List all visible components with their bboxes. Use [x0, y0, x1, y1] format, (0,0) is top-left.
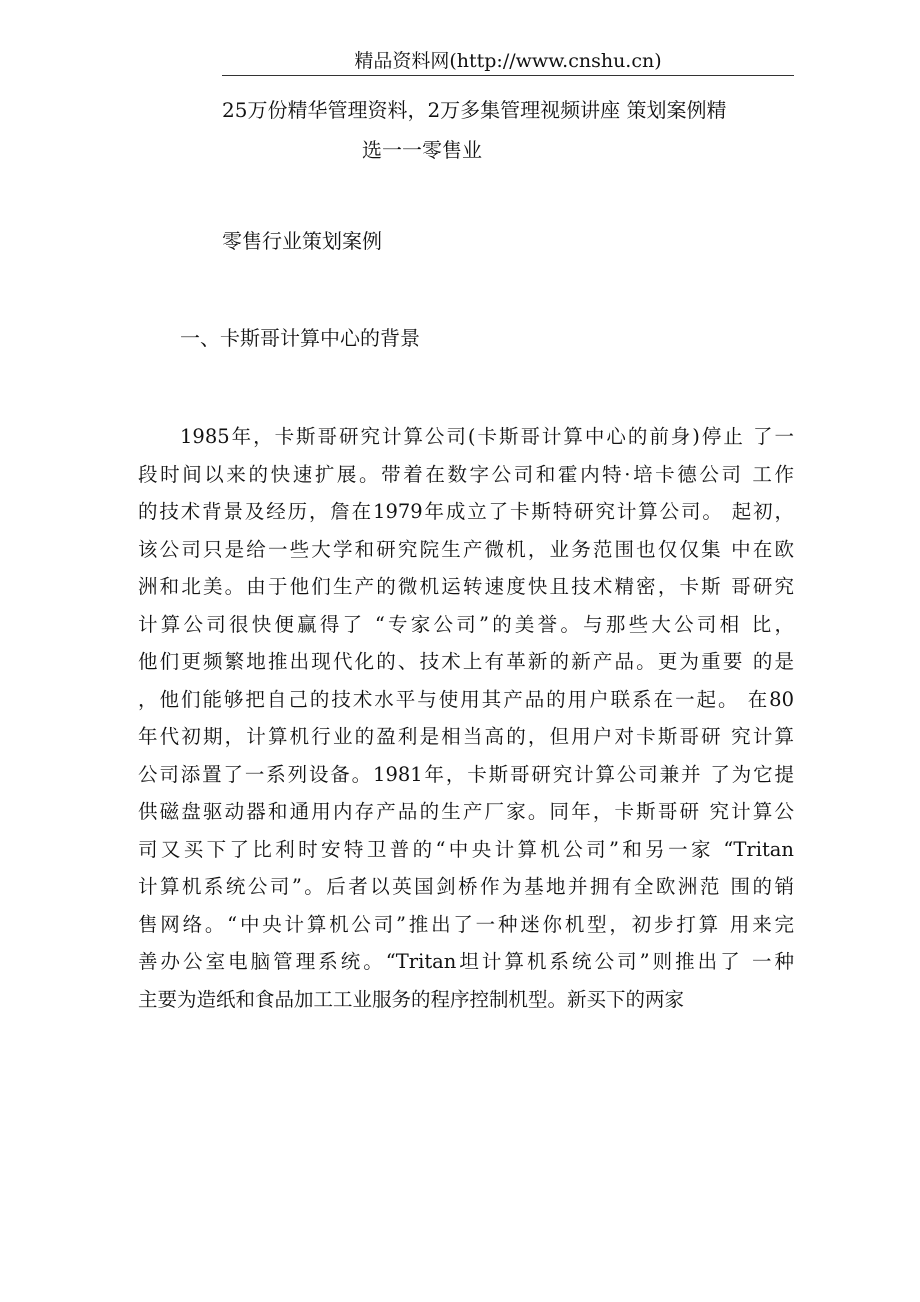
paragraph-line: 1985年，卡斯哥研究计算公司(卡斯哥计算中心的前身)停止 了一: [180, 425, 794, 448]
page-header: 精品资料网(http://www.cnshu.cn): [354, 50, 662, 72]
title-line-1: 25万份精华管理资料，2万多集管理视频讲座 策划案例精: [222, 98, 727, 122]
paragraph-line: 公司添置了一系列设备。1981年，卡斯哥研究计算公司兼并 了为它提: [138, 762, 794, 786]
title-line-2: 选一一零售业: [362, 138, 482, 162]
paragraph-line: 该公司只是给一些大学和研究院生产微机，业务范围也仅仅集 中在欧: [138, 537, 794, 561]
paragraph-line: 司又买下了比利时安特卫普的“中央计算机公司”和另一家 “Tritan: [138, 837, 794, 861]
paragraph-line: 主要为造纸和食品加工工业服务的程序控制机型。新买下的两家: [138, 987, 685, 1011]
paragraph-line: 年代初期，计算机行业的盈利是相当高的，但用户对卡斯哥研 究计算: [138, 725, 794, 748]
body-paragraph: [138, 418, 794, 1018]
paragraph-line: 段时间以来的快速扩展。带着在数字公司和霍内特·培卡德公司 工作: [138, 462, 794, 486]
header-divider: [222, 75, 794, 76]
paragraph-line: 洲和北美。由于他们生产的微机运转速度快且技术精密，卡斯 哥研究: [138, 575, 794, 598]
paragraph-line: 计算机系统公司”。后者以英国剑桥作为基地并拥有全欧洲范 围的销: [138, 875, 794, 898]
paragraph-line: 计算公司很快便赢得了 “专家公司”的美誉。与那些大公司相 比，: [138, 612, 794, 636]
paragraph-line: 的技术背景及经历，詹在1979年成立了卡斯特研究计算公司。 起初，: [138, 500, 794, 523]
paragraph-line: 善办公室电脑管理系统。“Tritan坦计算机系统公司”则推出了 一种: [138, 950, 794, 973]
paragraph-line: 他们更频繁地推出现代化的、技术上有革新的新产品。更为重要 的是: [138, 650, 794, 673]
section-heading: 一、卡斯哥计算中心的背景: [180, 326, 420, 350]
paragraph-line: ，他们能够把自己的技术水平与使用其产品的用户联系在一起。 在80: [138, 687, 794, 711]
paragraph-line: 供磁盘驱动器和通用内存产品的生产厂家。同年，卡斯哥研 究计算公: [138, 800, 794, 823]
paragraph-line: 售网络。“中央计算机公司”推出了一种迷你机型，初步打算 用来完: [138, 912, 794, 936]
document-title: [222, 90, 794, 170]
document-subtitle: 零售行业策划案例: [222, 229, 382, 253]
